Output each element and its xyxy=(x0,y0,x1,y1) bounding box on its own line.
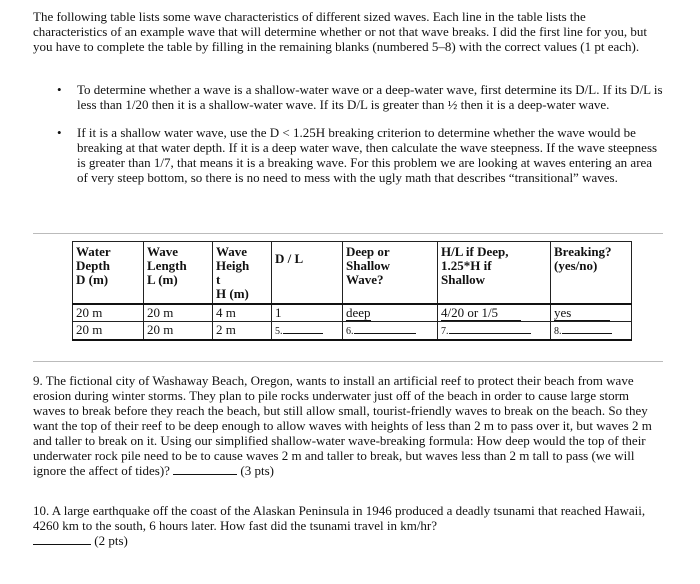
question-10-answer-blank[interactable] xyxy=(33,533,91,545)
header-h-over-l: H/L if Deep, 1.25*H if Shallow xyxy=(438,242,551,305)
header-deep-or-shallow: Deep or Shallow Wave? xyxy=(343,242,438,305)
table-header-row xyxy=(73,242,632,305)
question-10-text: 10. A large earthquake off the coast of the Alaskan Peninsula in 1946 produced a deadly tsunami that reached Hawaii, 4260 km to the south, 6 hours later. How fast did the tsunami travel in km/hr? xyxy=(33,503,646,533)
instruction-bullet-1: • To determine whether a wave is a shallow-water wave or a deep-water wave, first determine its D/L. If its D/L is less than 1/20 then it is a shallow-water wave. If its D/L is greater than ½ then it is a deep-water wave. xyxy=(53,82,665,112)
cell-height: 4 m xyxy=(213,304,272,322)
table-row xyxy=(73,304,632,322)
cell-deep-or-shallow: deep xyxy=(343,304,438,322)
question-9-points: (3 pts) xyxy=(240,463,275,478)
cell-blank-6[interactable]: 6. xyxy=(343,322,438,341)
header-water-depth: Water Depth D (m) xyxy=(73,242,144,305)
wave-table xyxy=(72,241,632,341)
divider-top xyxy=(33,233,663,234)
table-row xyxy=(73,322,632,341)
instruction-list xyxy=(53,82,665,195)
cell-blank-5[interactable]: 5. xyxy=(272,322,343,341)
question-10 xyxy=(33,503,663,548)
cell-blank-8[interactable]: 8. xyxy=(551,322,632,341)
question-10-points: (2 pts) xyxy=(94,533,128,548)
cell-breaking: yes xyxy=(551,304,632,322)
header-wave-height: Wave Heigh t H (m) xyxy=(213,242,272,305)
cell-h-over-l: 4/20 or 1/5 xyxy=(438,304,551,322)
header-d-over-l: D / L xyxy=(272,242,343,305)
header-wave-length: Wave Length L (m) xyxy=(144,242,213,305)
instruction-bullet-2: • If it is a shallow water wave, use the D < 1.25H breaking criterion to determine whether the wave would be breaking at that water depth. If it is a deep water wave, then calculate the wave steepness. If the wave steepness is greater than 1/7, that means it is a breaking wave. For this problem we are looking at waves entering an area of very steep bottom, so there is no need to mess with the ugly math that describes “transitional” waves. xyxy=(53,125,665,185)
header-breaking: Breaking? (yes/no) xyxy=(551,242,632,305)
question-9-text: 9. The fictional city of Washaway Beach, Oregon, wants to install an artificial reef to protect their beach from wave erosion during winter storms. They plan to pile rocks underwater just off of the beach in order to cause large storm waves to break before they reach the beach, but still allow small, tourist-friendly waves to break on the beach. So they want the top of their reef to be deep enough to allow waves with heights of less than 2 m to pass over it, but waves 2 m and taller to break on it. Using our simplified shallow-water wave-breaking formula: How deep would the top of their underwater rock pile need to be to cause waves 2 m and taller to break, but waves less than 2 m tall to pass (we will ignore the affect of tides)? xyxy=(33,373,652,478)
intro-paragraph: The following table lists some wave characteristics of different sized waves. Each line in the table lists the characteristics of an example wave that will determine whether or not that wave breaks. I did the first line for you, but you have to complete the table by filling in the remaining blanks (numbered 5–8) with the correct values (1 pt each). xyxy=(33,9,648,54)
question-9-answer-blank[interactable] xyxy=(173,463,237,475)
cell-d-over-l: 1 xyxy=(272,304,343,322)
cell-depth: 20 m xyxy=(73,304,144,322)
cell-length: 20 m xyxy=(144,322,213,341)
divider-bottom xyxy=(33,361,663,362)
cell-height: 2 m xyxy=(213,322,272,341)
cell-length: 20 m xyxy=(144,304,213,322)
cell-blank-7[interactable]: 7. xyxy=(438,322,551,341)
question-9 xyxy=(33,373,663,478)
cell-depth: 20 m xyxy=(73,322,144,341)
